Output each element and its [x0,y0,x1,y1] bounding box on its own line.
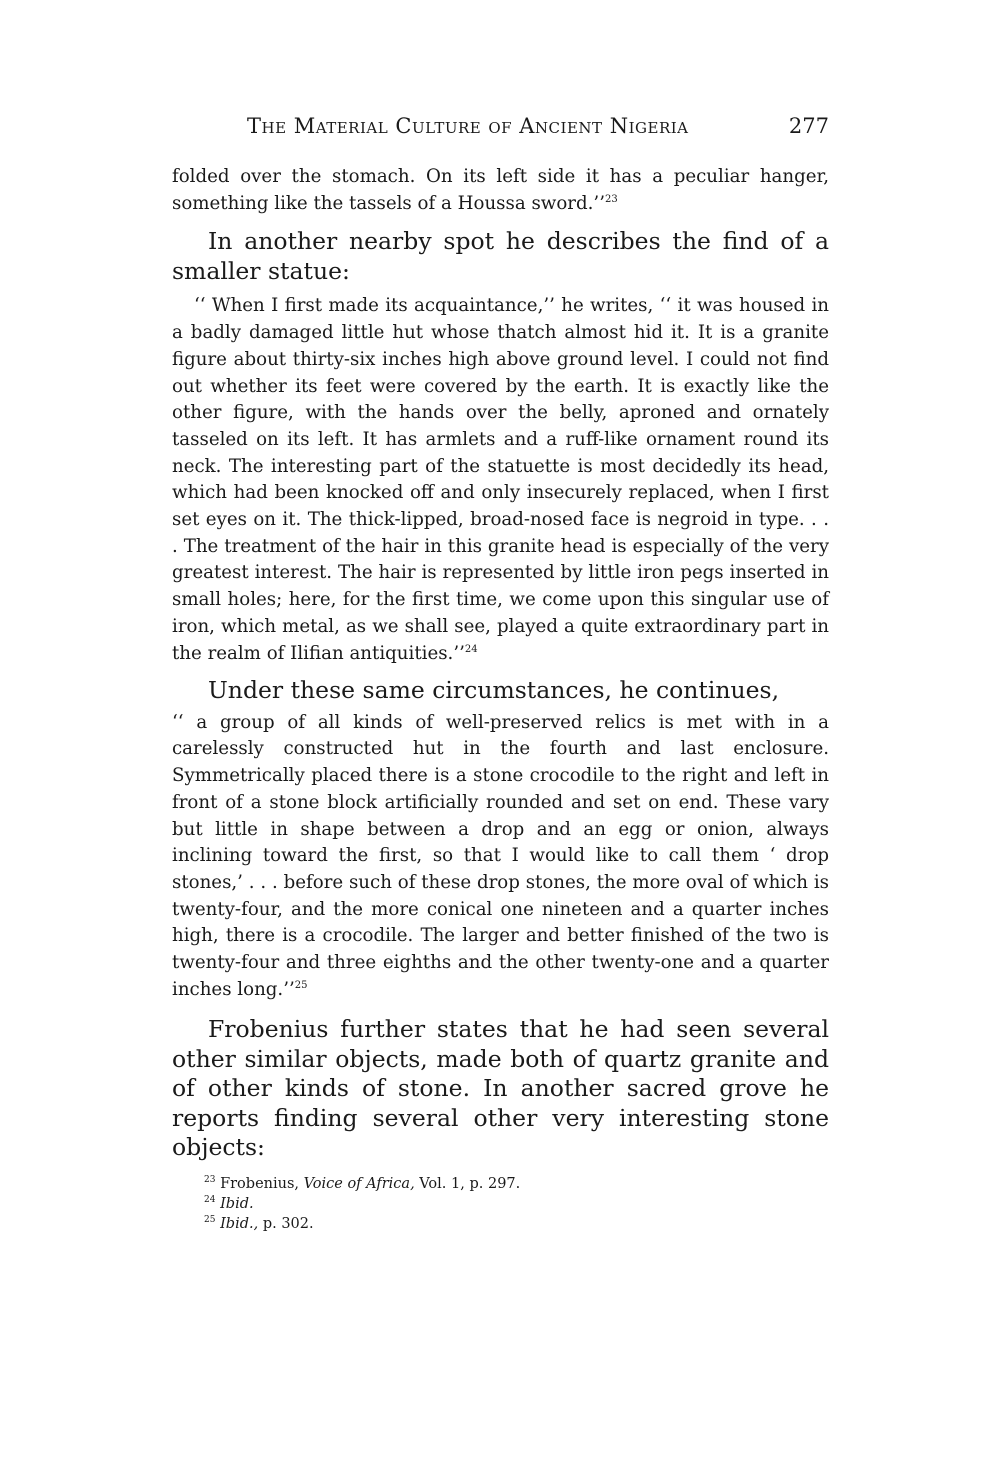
footnote-ref: 23 [604,193,618,205]
footnotes [172,1174,829,1234]
quote-text: ‘‘ When I first made its acquaintance,’’ he writes, ‘‘ it was housed in a badly damaged little hut whose thatch almost hid it. It is a granite figure about thirty-six inches high above ground level. I could not find out whether its feet were covered by the earth. It is exactly like the other figure, with the hands over the belly, aproned and ornately tasseled on its left. It has armlets and a ruff-like ornament round its neck. The interesting part of the statuette is most decidedly its head, which had been knocked off and only insecurely replaced, when I first set eyes on it. The thick-lipped, broad-nosed face is negroid in type. . . . The treatment of the hair in this granite head is especially of the very greatest interest. The hair is represented by little iron pegs inserted in small holes; here, for the first time, we come upon this singular use of iron, which metal, as we shall see, played a quite extraordinary part in the realm of Ilifian antiquities.’’ [172,295,829,664]
paragraph-frobenius: Frobenius further states that he had seen several other similar objects, made both of quartz granite and of other kinds of stone. In another sacred grove he reports finding several other very interesting stone objects: [172,1015,829,1162]
page [172,112,829,1234]
quote-relics [172,710,829,1004]
page-number: 277 [788,114,829,138]
footnote-ref: 25 [294,979,308,991]
footnote [172,1194,829,1214]
quote-statuette [172,293,829,667]
paragraph-statue-intro: In another nearby spot he describes the find of a smaller statue: [172,227,829,285]
paragraph-continues: Under these same circumstances, he continues, [208,676,780,705]
footnote-rest: Vol. 1, p. 297. [419,1175,521,1192]
quote-text: ‘‘ a group of all kinds of well-preserved relics is met with in a carelessly constructed hut in the fourth and last enclosure. Symmetrically placed there is a stone crocodile to the right and left in front of a stone block artificially rounded and set on end. These vary but little in shape between a drop and an egg or onion, always inclining toward the first, so that I would like to call them ‘ drop stones,’ . . . before such of these drop stones, the more oval of which is twenty-four, and the more conical one nineteen and a quarter inches high, there is a crocodile. The larger and better finished of the two is twenty-four and three eighths and the other twenty-one and a quarter inches long.’’ [172,711,829,1000]
footnote-title: Ibid., [220,1215,259,1232]
footnote-ref: 24 [464,643,478,655]
footnote-title: Ibid. [220,1195,254,1212]
footnote-author: Frobenius, [220,1175,300,1192]
footnote-number: 24 [204,1195,216,1206]
footnote [172,1214,829,1234]
footnote-rest: p. 302. [262,1215,314,1232]
footnote-number: 23 [204,1175,216,1186]
footnote-title: Voice of Africa, [303,1175,415,1192]
footnote [172,1174,829,1194]
running-title: The Material Culture of Ancient Nigeria [247,114,689,138]
paragraph-text: folded over the stomach. On its left side it has a peculiar hanger, something like the tassels of a Houssa sword.’’ [172,166,829,214]
paragraph-continuation [172,164,829,217]
footnote-number: 25 [204,1215,216,1226]
page-header [172,112,829,142]
